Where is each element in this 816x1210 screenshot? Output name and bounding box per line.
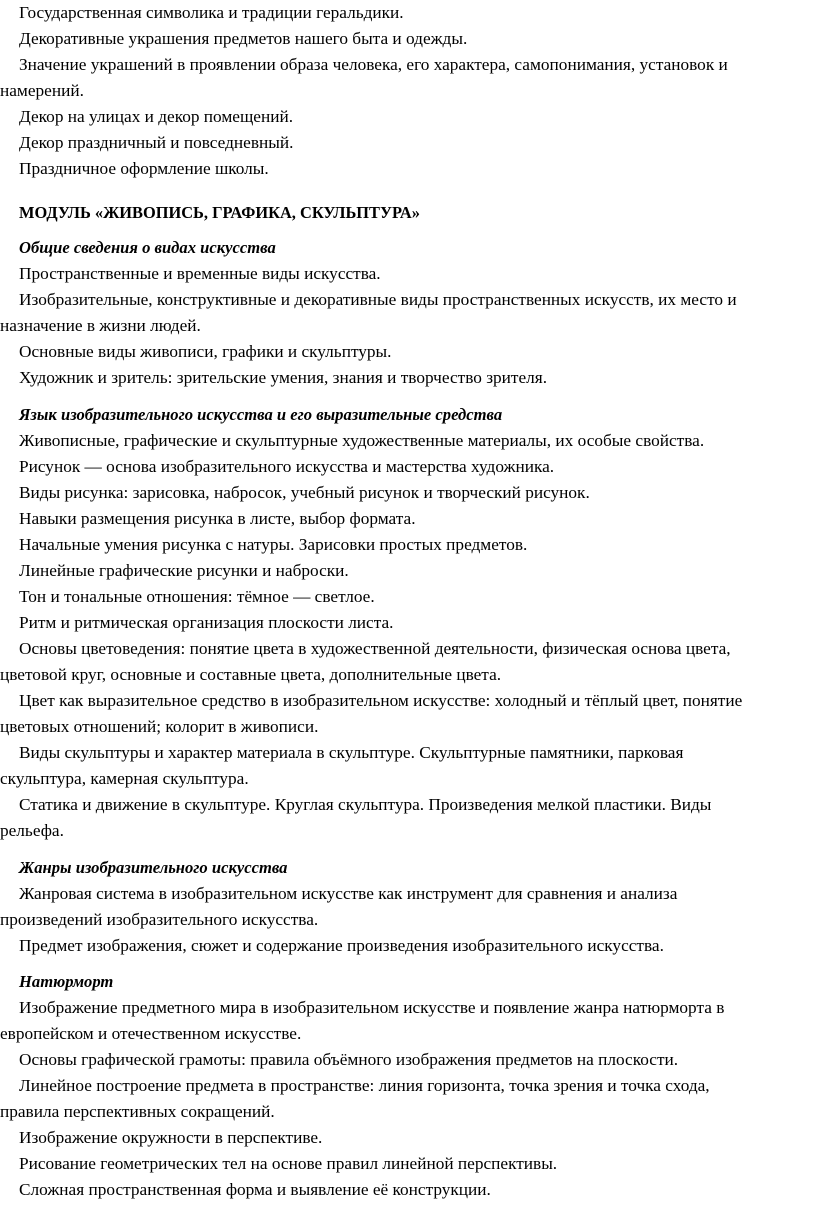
text-line: Навыки размещения рисунка в листе, выбор формата. xyxy=(19,509,416,528)
section-title: Жанры изобразительного искусства xyxy=(19,858,288,877)
text-line: Декор праздничный и повседневный. xyxy=(19,133,294,152)
text-line: Основы графической грамоты: правила объёмного изображения предметов на плоскости. xyxy=(19,1050,679,1069)
text-line: Начальные умения рисунка с натуры. Зарисовки простых предметов. xyxy=(19,535,528,554)
text-line: Предмет изображения, сюжет и содержание произведения изобразительного искусства. xyxy=(19,936,664,955)
text-line: Изображение окружности в перспективе. xyxy=(19,1128,323,1147)
module-heading: МОДУЛЬ «ЖИВОПИСЬ, ГРАФИКА, СКУЛЬПТУРА» xyxy=(19,203,420,222)
text-line: произведений изобразительного искусства. xyxy=(0,910,319,929)
text-line: Декоративные украшения предметов нашего быта и одежды. xyxy=(19,29,468,48)
text-line: Декор на улицах и декор помещений. xyxy=(19,107,294,126)
text-line: Живописные, графические и скульптурные художественные материалы, их особые свойства. xyxy=(19,431,705,450)
text-line: Изобразительные, конструктивные и декоративные виды пространственных искусств, их место и xyxy=(19,290,737,309)
text-line: назначение в жизни людей. xyxy=(0,316,201,335)
text-line: Ритм и ритмическая организация плоскости листа. xyxy=(19,613,394,632)
section-title: Натюрморт xyxy=(19,972,114,991)
section-title: Общие сведения о видах искусства xyxy=(19,238,276,257)
text-line: Основы цветоведения: понятие цвета в художественной деятельности, физическая основа цвета, xyxy=(19,639,731,658)
text-line: цветовых отношений; колорит в живописи. xyxy=(0,717,319,736)
section-title: Язык изобразительного искусства и его выразительные средства xyxy=(19,405,503,424)
text-line: Изображение предметного мира в изобразительном искусстве и появление жанра натюрморта в xyxy=(19,998,725,1017)
text-line: намерений. xyxy=(0,81,84,100)
text-line: Пространственные и временные виды искусства. xyxy=(19,264,381,283)
text-line: Рисование геометрических тел на основе правил линейной перспективы. xyxy=(19,1154,558,1173)
text-line: европейском и отечественном искусстве. xyxy=(0,1024,302,1043)
text-line: Виды рисунка: зарисовка, набросок, учебный рисунок и творческий рисунок. xyxy=(19,483,590,502)
text-line: Тон и тональные отношения: тёмное — светлое. xyxy=(19,587,375,606)
text-line: Художник и зритель: зрительские умения, знания и творчество зрителя. xyxy=(19,368,548,387)
text-line: Рисунок — основа изобразительного искусства и мастерства художника. xyxy=(19,457,555,476)
text-line: Праздничное оформление школы. xyxy=(19,159,269,178)
text-line: Значение украшений в проявлении образа человека, его характера, самопонимания, установок и xyxy=(19,55,728,74)
text-line: Основные виды живописи, графики и скульптуры. xyxy=(19,342,392,361)
text-line: правила перспективных сокращений. xyxy=(0,1102,275,1121)
text-line: скульптура, камерная скульптура. xyxy=(0,769,249,788)
text-line: Линейное построение предмета в пространстве: линия горизонта, точка зрения и точка схода, xyxy=(19,1076,710,1095)
text-line: Виды скульптуры и характер материала в скульптуре. Скульптурные памятники, парковая xyxy=(19,743,684,762)
text-line: Цвет как выразительное средство в изобразительном искусстве: холодный и тёплый цвет, понятие xyxy=(19,691,743,710)
text-line: Жанровая система в изобразительном искусстве как инструмент для сравнения и анализа xyxy=(19,884,678,903)
text-line: Статика и движение в скульптуре. Круглая скульптура. Произведения мелкой пластики. Виды xyxy=(19,795,712,814)
text-line: Государственная символика и традиции геральдики. xyxy=(19,3,404,22)
text-line: цветовой круг, основные и составные цвета, дополнительные цвета. xyxy=(0,665,502,684)
text-line: Линейные графические рисунки и наброски. xyxy=(19,561,349,580)
text-line: рельефа. xyxy=(0,821,64,840)
text-line: Сложная пространственная форма и выявление её конструкции. xyxy=(19,1180,491,1199)
